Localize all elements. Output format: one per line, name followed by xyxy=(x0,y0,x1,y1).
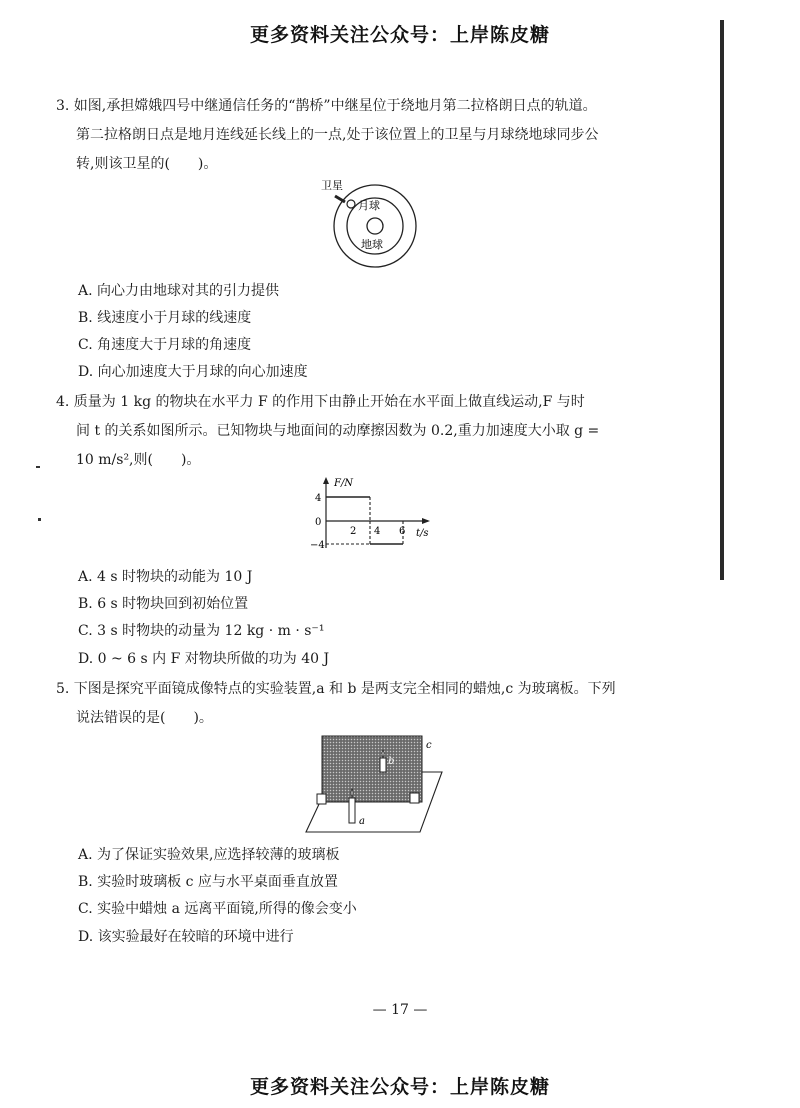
scan-speck xyxy=(36,466,40,468)
scan-speck xyxy=(38,518,41,521)
page-header-banner: 更多资料关注公众号：上岸陈皮糖 xyxy=(249,24,550,46)
earth-circle xyxy=(367,218,383,234)
page-number: — 17 — xyxy=(372,1002,428,1018)
question-4-stem xyxy=(56,388,686,475)
question-3-stem xyxy=(56,92,686,179)
y-tick-4: 4 xyxy=(315,493,322,504)
orbit-figure xyxy=(318,178,428,272)
plate-stand-left xyxy=(317,794,326,804)
glass-plate xyxy=(322,736,422,802)
satellite-label: 卫星 xyxy=(321,179,343,192)
earth-label: 地球 xyxy=(361,238,383,251)
candle-a-flame xyxy=(351,789,353,797)
question-4-option-d: D. 0 ~ 6 s 内 F 对物块所做的功为 40 J xyxy=(78,651,330,667)
question-4-option-a: A. 4 s 时物块的动能为 10 J xyxy=(78,569,253,585)
question-4-option-c: C. 3 s 时物块的动量为 12 kg · m · s⁻¹ xyxy=(78,623,325,639)
candle-b-flame xyxy=(382,750,384,757)
moon-label: 月球 xyxy=(358,199,380,212)
label-a: a xyxy=(359,816,365,827)
plate-stand-right xyxy=(410,793,419,803)
question-5-line-2: 说法错误的是( )。 xyxy=(76,710,213,726)
outer-orbit xyxy=(334,185,416,267)
scan-edge-line xyxy=(720,20,724,580)
x-axis-label: t/s xyxy=(416,528,429,539)
page-footer-banner: 更多资料关注公众号：上岸陈皮糖 xyxy=(249,1076,550,1098)
question-5-option-a: A. 为了保证实验效果,应选择较薄的玻璃板 xyxy=(78,847,340,863)
question-5-option-d: D. 该实验最好在较暗的环境中进行 xyxy=(78,929,294,945)
x-tick-4: 4 xyxy=(374,526,381,537)
question-4-option-b: B. 6 s 时物块回到初始位置 xyxy=(78,596,249,612)
y-axis-label: F/N xyxy=(334,478,354,489)
label-b: b xyxy=(388,756,395,767)
moon-dot xyxy=(347,200,355,208)
x-tick-2: 2 xyxy=(350,526,357,537)
question-3-option-c: C. 角速度大于月球的角速度 xyxy=(78,337,252,353)
question-5-option-b: B. 实验时玻璃板 c 应与水平桌面垂直放置 xyxy=(78,874,338,890)
question-3-line-1: 3. 如图,承担嫦娥四号中继通信任务的“鹊桥”中继星位于绕地月第二拉格朗日点的轨道。 xyxy=(56,98,597,114)
question-5-option-c: C. 实验中蜡烛 a 远离平面镜,所得的像会变小 xyxy=(78,901,357,917)
question-4-line-3: 10 m/s²,则( )。 xyxy=(76,452,201,468)
y-tick-0: 0 xyxy=(315,517,322,528)
y-tick-minus4: −4 xyxy=(310,540,325,551)
x-tick-6: 6 xyxy=(399,526,406,537)
question-3-line-2: 第二拉格朗日点是地月连线延长线上的一点,处于该位置上的卫星与月球绕地球同步公 xyxy=(76,127,599,143)
label-c: c xyxy=(426,740,432,751)
candle-a xyxy=(349,798,355,823)
question-3-line-3: 转,则该卫星的( )。 xyxy=(76,156,218,172)
force-time-graph xyxy=(308,474,438,554)
question-3-option-d: D. 向心加速度大于月球的向心加速度 xyxy=(78,364,308,380)
question-5-line-1: 5. 下图是探究平面镜成像特点的实验装置,a 和 b 是两支完全相同的蜡烛,c 为玻璃板。下列 xyxy=(56,681,616,697)
question-3-option-a: A. 向心力由地球对其的引力提供 xyxy=(78,283,280,299)
y-axis-arrow xyxy=(323,477,329,484)
candle-b xyxy=(380,758,386,772)
mirror-experiment-figure xyxy=(300,730,450,840)
question-4-line-2: 间 t 的关系如图所示。已知物块与地面间的动摩擦因数为 0.2,重力加速度大小取 g = xyxy=(76,423,600,439)
x-axis-arrow xyxy=(422,518,430,524)
question-4-line-1: 4. 质量为 1 kg 的物块在水平力 F 的作用下由静止开始在水平面上做直线运动,F 与时 xyxy=(56,394,585,410)
question-3-option-b: B. 线速度小于月球的线速度 xyxy=(78,310,252,326)
question-5-stem xyxy=(56,675,686,733)
